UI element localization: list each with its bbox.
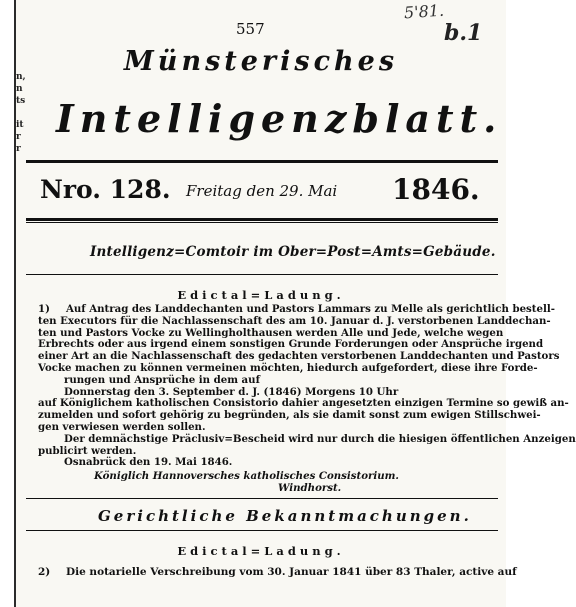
margin-fragment: r	[16, 132, 21, 142]
text-line: Donnerstag den 3. September d. J. (1846) Morgens 10 Uhr	[64, 385, 399, 398]
text-line: Die notarielle Verschreibung vom 30. Januar 1841 über 83 Thaler, active auf	[66, 566, 517, 578]
divider	[26, 530, 498, 531]
handwritten-note: b.1	[444, 20, 483, 46]
divider	[26, 498, 498, 499]
masthead-line2: Intelligenzblatt.	[56, 96, 503, 141]
divider	[26, 160, 498, 163]
notice-heading: Edictal=Ladung.	[177, 544, 345, 558]
text-line: Osnabrück den 19. Mai 1846.	[64, 456, 233, 469]
signature: Windhorst.	[278, 482, 342, 494]
margin-fragment: n,	[16, 72, 26, 82]
text-line: Erbrechts oder aus irgend einem sonstigen Grunde Forderungen oder Ansprüche irgend	[38, 338, 544, 351]
masthead-line1: Münsterisches	[123, 46, 399, 77]
notice-body	[38, 566, 517, 578]
notice-heading: Edictal=Ladung.	[177, 288, 345, 302]
divider	[26, 218, 498, 221]
office-line: Intelligenz=Comtoir im Ober=Post=Amts=Gebäude.	[90, 244, 496, 260]
text-line: zumelden und sofort gehörig zu begründen, als sie damit sonst zum ewigen Stillschwei-	[38, 409, 541, 422]
newspaper-page	[14, 0, 576, 607]
margin-fragment: n	[16, 84, 23, 94]
margin-fragment: it	[16, 120, 24, 130]
text-line: Vocke machen zu können vermeinen möchten, hiedurch aufgefordert, diese ihre Forde-	[38, 361, 538, 374]
text-line: publicirt werden.	[38, 444, 137, 457]
authority-line: Königlich Hannoversches katholisches Consistorium.	[94, 470, 399, 482]
page-number: 557	[236, 20, 265, 38]
text-line: ten Executors für die Nachlassenschaft des am 10. Januar d. J. verstorbenen Landdechan-	[38, 314, 551, 327]
margin-fragment: r	[16, 144, 21, 154]
text-line: einer Art an die Nachlassenschaft des gedachten verstorbenen Landdechanten und Pastors	[38, 350, 560, 363]
divider	[26, 274, 498, 275]
text-line: auf Königlichem katholischen Consistorio dahier angesetzten einzigen Termine so gewiß an-	[38, 397, 569, 410]
notice-body	[38, 303, 576, 469]
text-line: ten und Pastors Vocke zu Wellingholthausen werden Alle und Jede, welche wegen	[38, 326, 504, 339]
text-line: rungen und Ansprüche in dem auf	[64, 373, 260, 386]
text-line: Der demnächstige Präclusiv=Bescheid wird nur durch die hiesigen öffentlichen Anzeigen	[64, 432, 576, 445]
text-line: gen verwiesen werden sollen.	[38, 420, 206, 433]
margin-fragment: ts	[16, 96, 26, 106]
issue-date: Freitag den 29. Mai	[186, 182, 338, 200]
issue-number: Nro. 128.	[40, 175, 171, 204]
item-number: 1)	[38, 303, 50, 315]
section-title: Gerichtliche Bekanntmachungen.	[98, 507, 472, 525]
divider	[26, 222, 498, 223]
text-line: Auf Antrag des Landdechanten und Pastors Lammars zu Melle als gerichtlich bestell-	[66, 303, 555, 315]
issue-year: 1846.	[392, 173, 480, 206]
handwritten-note: 5'81.	[403, 0, 445, 23]
item-number: 2)	[38, 566, 51, 578]
